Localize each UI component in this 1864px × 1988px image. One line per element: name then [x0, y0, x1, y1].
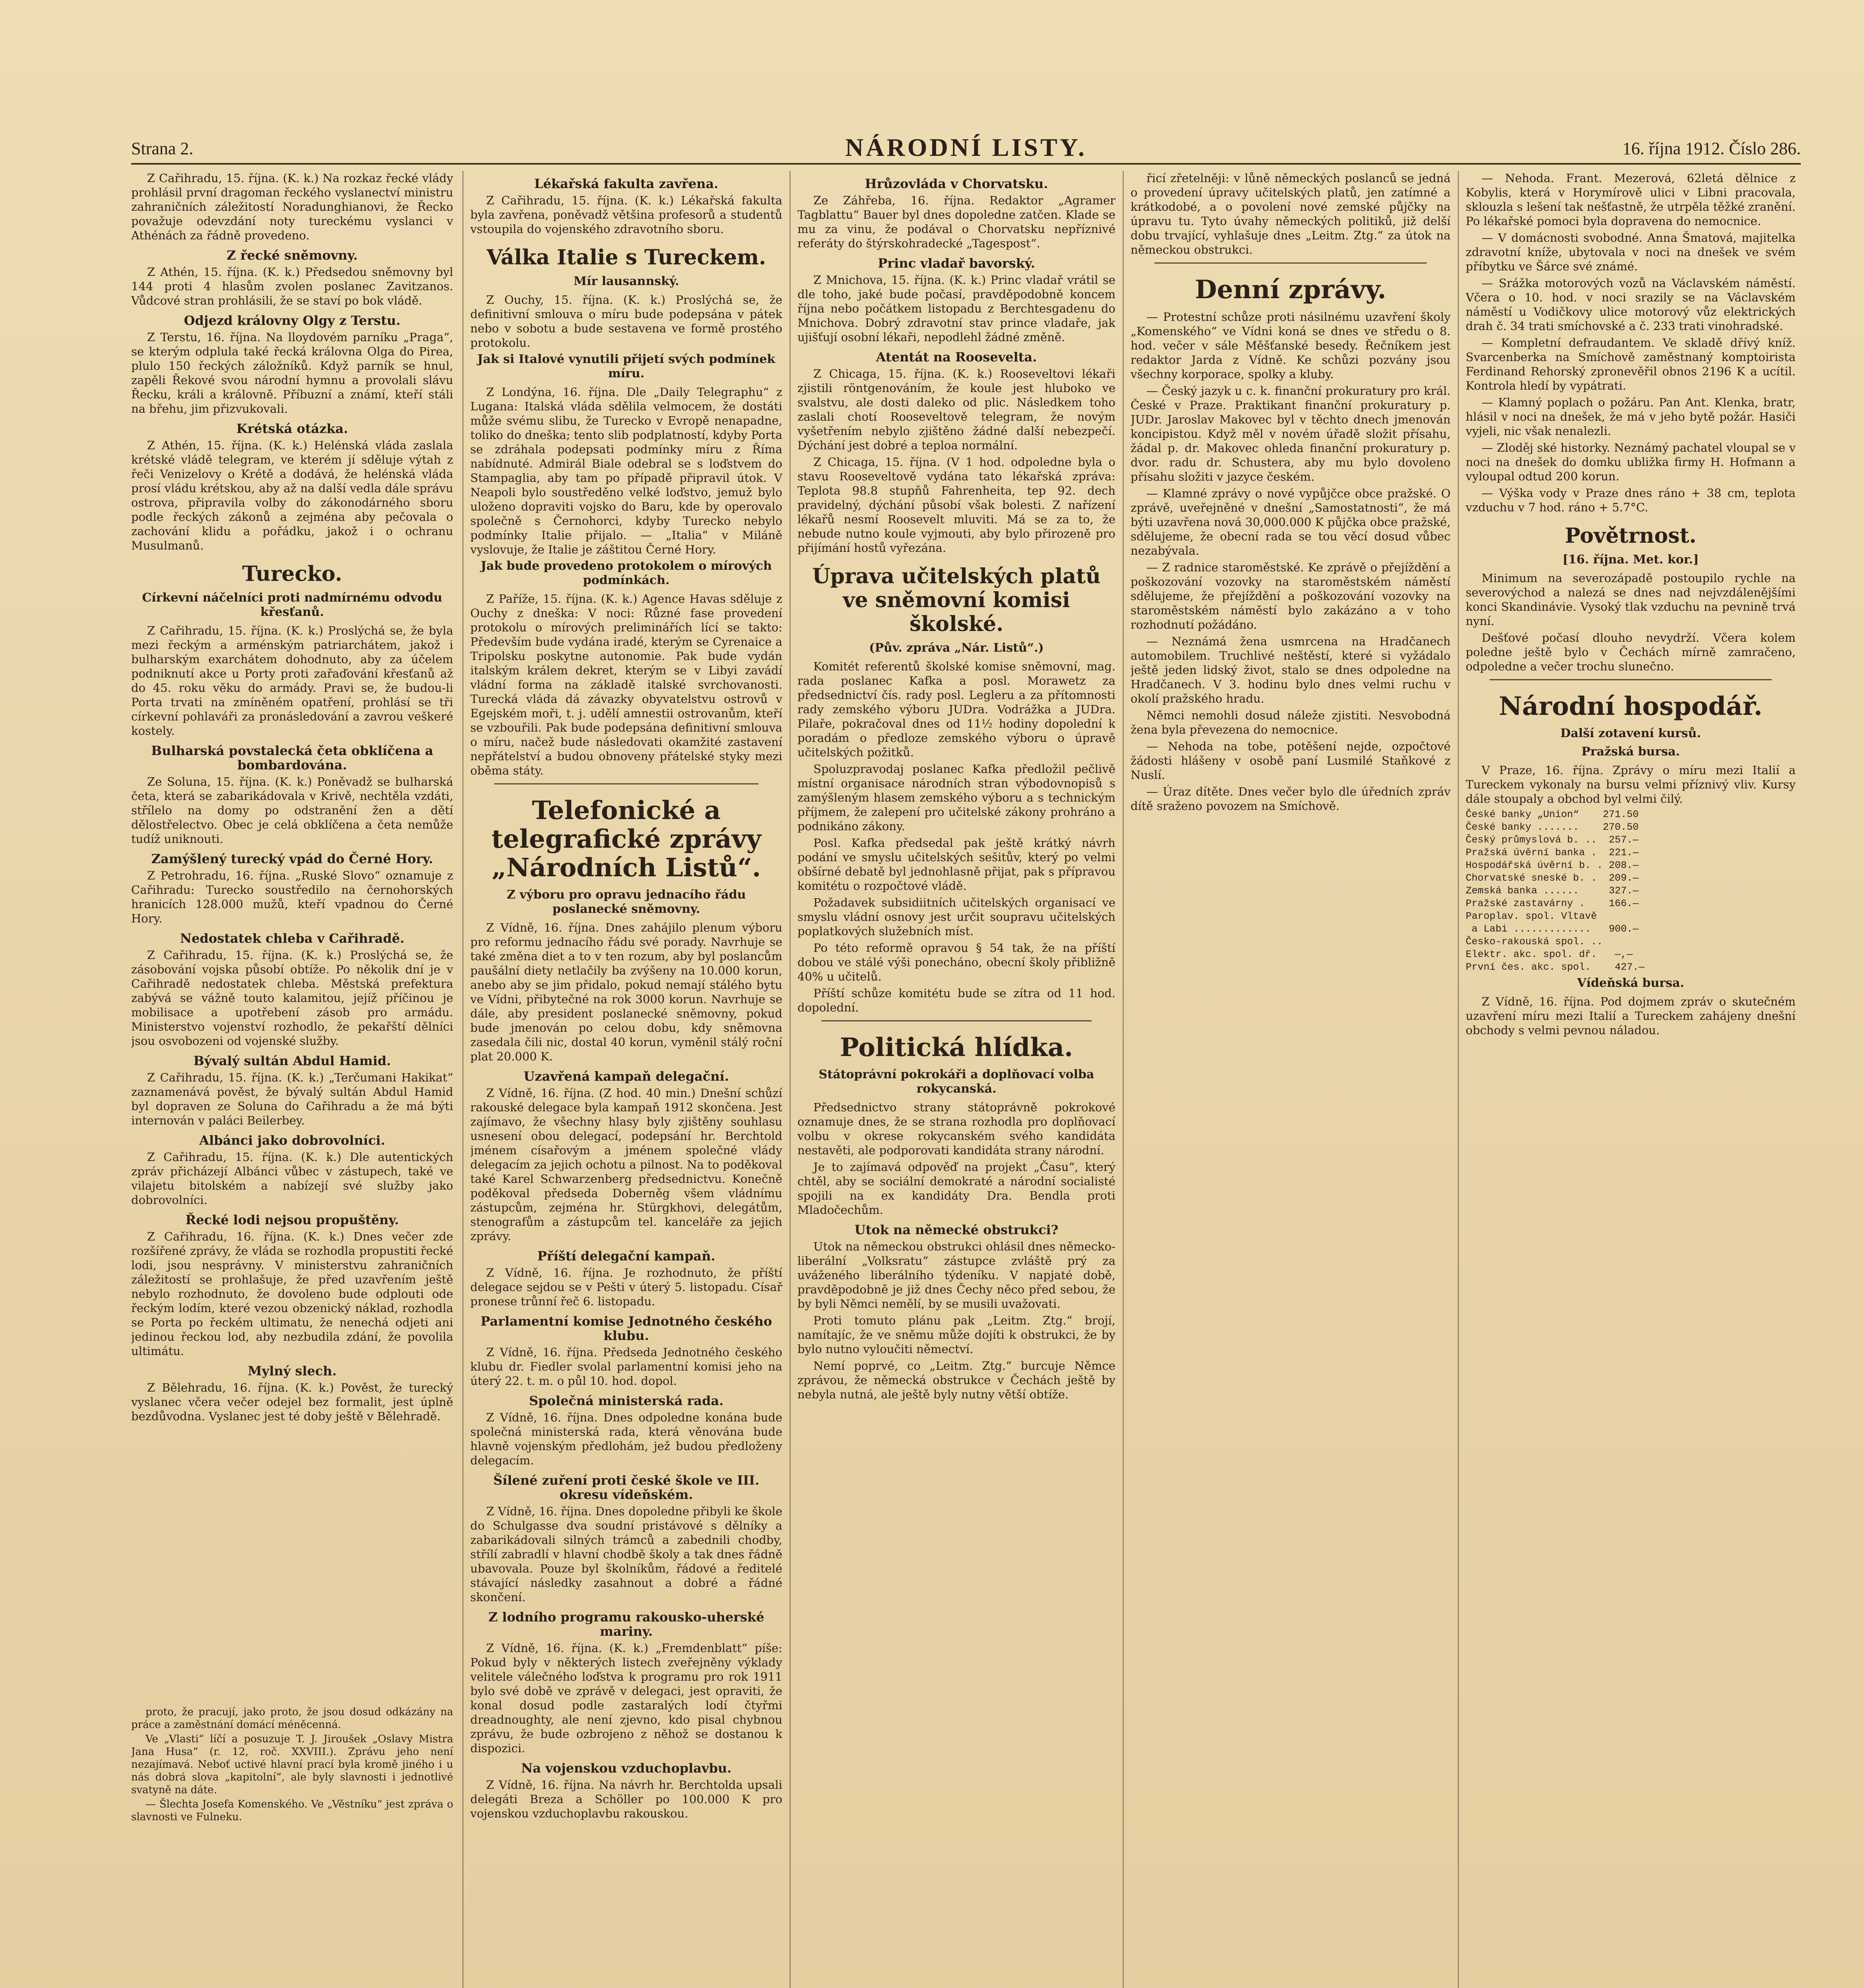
article-headline: Příští delegační kampaň. [537, 1248, 716, 1264]
article-paragraph: — Srážka motorových vozů na Václavském náměstí. Včera o 10. hod. v noci srazily se na Václavském náměstí u Vodičkovy ulice motorový vůz elektrických drah č. 34 trati smíchovské a č. 233 trati vinohradské. [1466, 276, 1796, 333]
article-paragraph: Z Vídně, 16. října. (K. k.) „Fremdenblatt“ píše: Pokud byly v některých listech zveřejněny výklady velitele válečného loďstva k programu pro rok 1911 bylo své době ve zprávě v delegaci, jest opraviti, že konal dosud podle zastaralých lodí čtyřmi dreadnoughty, ale není zjevno, kdo pisal chybnou zprávu, že bude ozbrojeno z něhož se dostanou k dispozici. [470, 1641, 782, 1755]
article-headline: Uzavřená kampaň delegační. [524, 1069, 729, 1084]
article-paragraph: Z Cařihradu, 15. října. (K. k.) Dle autentických zpráv přicházejí Albánci vůbec v zástupech, také ve vilajetu bitolském a nabízejí své služby jako dobrovolníci. [131, 1150, 453, 1207]
article-headline: Šílené zuření proti české škole ve III. okresu vídeňském. [493, 1473, 760, 1502]
article-paragraph: Z Ouchy, 15. října. (K. k.) Proslýchá se, že definitivní smlouva o míru bude podepsána v pátek nebo v sobotu a bude sestavena ve formě prostého protokolu. [470, 293, 782, 349]
article-paragraph: Ze Záhřeba, 16. října. Redaktor „Agramer Tagblattu“ Bauer byl dnes dopoledne zatčen. Klade se mu za vinu, že podával o Chorvatsku nepříznivé referáty do štýrskohradecké „Tagespost“. [797, 194, 1115, 250]
article-headline: Atentát na Roosevelta. [876, 349, 1037, 365]
article-paragraph: Příští schůze komitétu bude se zítra od 11 hod. dopolední. [797, 986, 1115, 1014]
newspaper-title: NÁRODNÍ LISTY. [845, 133, 1087, 161]
article-paragraph: — Šlechta Josefa Komenského. Ve „Věstníku“ jest zpráva o slavnosti ve Fulneku. [131, 1798, 453, 1823]
article-paragraph: Spoluzpravodaj poslanec Kafka předložil pečlivě místní organisace národních stran výbodovnopisů s zamýšleným hlasem zemského výboru a s technickým příjmem, že zalepení pro učitelské zákony prohráno a podnikáno zákony. [797, 762, 1115, 833]
article-paragraph: — Neznámá žena usmrcena na Hradčanech automobilem. Truchlivé neštěstí, které si vyžádalo ještě jeden lidský život, stalo se dnes odpoledne na Hradčanech. V 3. hodinu bylo dnes velmi ruchu v okolí pražského hradu. [1131, 635, 1451, 705]
article-paragraph: Dešťové počasí dlouho nevydrží. Včera kolem poledne ještě bylo v Čechách mírně zamračeno, odpoledne a večer trochu slunečno. [1466, 631, 1796, 673]
article-paragraph: Z Cařihradu, 15. října. (K. k.) Proslýchá se, že zásobování vojska působí obtíže. Po několik dní je v Cařihradě nedostatek chleba. Městská prefektura zabývá se vážně touto kalamitou, jejíž příčinou je mobilisace a upotřebení zásob pro armádu. Ministerstvo vojenství rozhodlo, že pekařští dělníci jsou osvobozeni od vojenské služby. [131, 948, 453, 1048]
column-rule [1123, 171, 1124, 1988]
section-divider [821, 1020, 1092, 1021]
column-rule [1458, 171, 1459, 1988]
article-paragraph: Předsednictvo strany státoprávně pokrokové oznamuje dnes, že se strana rozhodla pro doplňovací volbu v okrese rokycanském svého kandidáta nestavěti, ale podporovati kandidáta strany národní. [797, 1101, 1115, 1157]
article-paragraph: Z Mnichova, 15. října. (K. k.) Princ vladař vrátil se dle toho, jaké bude počasí, pravděpodobně koncem října nebo počátkem listopadu z Berchtesgadenu do Mnichova. Dobrý zdravotní stav prince vladaře, jak ujišťují osobní lékaři, nepodlehl žádné změně. [797, 273, 1115, 344]
article-paragraph: — Úraz dítěte. Dnes večer bylo dle úředních zpráv dítě sraženo povozem na Smíchově. [1131, 785, 1451, 813]
article-paragraph: — Protestní schůze proti násilnému uzavření školy „Komenského“ ve Vídni koná se dnes ve středu o 8. hod. večer v sále Měšťanské besedy. Řečníkem jest redaktor Jarda z Vídně. Ke schůzi pozvány jsou všechny korporace, spolky a kluby. [1131, 310, 1451, 381]
article-paragraph: Z Cařihradu, 15. října. (K. k.) „Terčumani Hakikat“ zaznamenává pověst, že bývalý sultán Abdul Hamid byl dopraven ze Soluna do Cařihradu a že má býti internován v paláci Beilerbey. [131, 1071, 453, 1127]
article-headline: Krétská otázka. [236, 421, 348, 436]
article-paragraph: — Z radnice staroměstské. Ke zprávě o přejíždění a poškozování vozovky na staroměstském náměstí sdělujeme, že přejíždění a poškozování vozovky na staroměstském náměstí bylo zakázáno a v toho rozhodnutí požádáno. [1131, 561, 1451, 631]
column-3 [797, 171, 1115, 1988]
article-paragraph: Proti tomuto plánu pak „Leitm. Ztg.“ brojí, namítajíc, že ve sněmu může dojíti k obstrukci, že by bylo nutno vyloučiti němectví. [797, 1314, 1115, 1356]
stock-quotes: České banky „Union“ 271.50 České banky ....... 270.50 Český průmyslová b. .. 257.— Pražská úvěrní banka . 221.— Hospodářská úvěrní b. . 208.— Chorvatské sneské b. . 209.— Zemská banka ...... 327.— Pražské zastavárny . 166.— Paroplav. spol. Vltavě a Labi ............. 900.— Česko-rakouská spol. .. Elektr. akc. spol. dř. —,— První čes. akc. spol. 427.— [1466, 809, 1645, 973]
article-paragraph: Z Londýna, 16. října. Dle „Daily Telegraphu“ z Lugana: Italská vláda sdělila velmocem, že dostáti může svému slibu, že Turecko v Evropě nenapadne, toliko do dneška; tento slib podplatností, kdyby Porta se zdráhala podepsati podmínky míru z Říma nabídnuté. Admirál Biale odebral se s loďstvem do Stampaglia, aby tam po případě připravil útok. V Neapoli bylo soustředěno velké loďstvo, jemuž bylo uloženo dopraviti vojsko do Baru, kde by operovalo společně s Černohorci, kdyby Turecko nebylo podmínky Italie přijalo. — „Italia“ v Miláně vyslovuje, že Italie je záštitou Černé Hory. [470, 385, 782, 556]
article-paragraph: Z Terstu, 16. října. Na lloydovém parníku „Praga“, se kterým odplula také řecká královna Olga do Pirea, plulo 150 řeckých záložníků. Když parník se hnul, zapěli Řekové svou národní hymnu a provolali slávu Řecku, králi a královně. Příbuzní a známí, kteří stáli na břehu, jim přizvukovali. [131, 330, 453, 415]
section-divider [1490, 679, 1772, 680]
article-paragraph: V Praze, 16. října. Zprávy o míru mezi Italií a Tureckem vykonaly na bursu velmi příznivý vliv. Kursy dále stoupaly a obchod byl velmi čilý. [1466, 763, 1796, 806]
article-paragraph: — Klamný poplach o požáru. Pan Ant. Klenka, bratr, hlásil v noci na dnešek, že má v jeho bytě požár. Hasiči vyjeli, nic však nenalezli. [1466, 396, 1796, 438]
article-paragraph: Z Petrohradu, 16. října. „Ruské Slovo“ oznamuje z Cařihradu: Turecko soustředilo na černohorských hranicích 128.000 mužů, kteří vpadnou do Černé Hory. [131, 869, 453, 925]
article-headline: Z řecké sněmovny. [227, 248, 358, 263]
article-headline: Řecké lodi nejsou propuštěny. [185, 1212, 399, 1227]
article-paragraph: Z Vídně, 16. října. Dnes odpoledne konána bude společná ministerská rada, která věnována bude hlavně vojenským předlohám, jež budou předloženy delegacím. [470, 1411, 782, 1467]
article-headline: Z lodního programu rakousko-uherské mariny. [488, 1609, 764, 1639]
article-paragraph: Z Athén, 15. října. (K. k.) Helénská vláda zaslala krétské vládě telegram, ve kterém jí sděluje výtah z řeči Venizelovy o Krétě a dodává, že helénská vláda prosí vládu krétskou, aby až na další vedla dále správu ostrova, připravila volby do zákonodárného sboru podle řeckých zákonů a zejména aby pečovala o zachování klidu a pořádku, jakož i o ochranu Musulmanů. [131, 439, 453, 552]
article-paragraph: Z Vídně, 16. října. Pod dojmem zpráv o skutečném uzavření míru mezi Italií a Tureckem zahájeny dnešní obchody s velmi pevnou náladou. [1466, 995, 1796, 1037]
article-headline: Parlamentní komise Jednotného českého klubu. [480, 1314, 772, 1343]
article-headline: Utok na německé obstrukci? [854, 1222, 1059, 1237]
article-headline: Politická hlídka. [840, 1033, 1073, 1062]
article-headline: Mylný slech. [248, 1363, 337, 1378]
article-headline: Hrůzovláda v Chorvatsku. [865, 176, 1048, 191]
article-paragraph: Minimum na severozápadě postoupilo rychle na severovýchod a nalezá se dnes nad nejvzdálenějšími konci Skandinávie. Vysoký tlak vzduchu na pevnině trvá nyní. [1466, 571, 1796, 628]
article-paragraph: Z Paříže, 15. října. (K. k.) Agence Havas sděluje z Ouchy z dneška: V noci: Různé fase provedení protokolu o mírových preliminářích lící se takto: Především bude vydána iradé, kterým se Cyrenaice a Tripolsku poskytne autonomie. Pak bude vydán italským králem dekret, kterým se v Libyi zavádí vládní forma na základě italské svrchovanosti. Turecká vláda dá závazky obyvatelstvu ostrovů v Egejském moři, t. j. udělí amnestii ostrovanům, kteří se vzbouřili. Pak bude podepsána definitivní smlouva o míru, načež bude následovati okamžité zastavení nepřátelství a budou obnoveny přátelské styky mezi oběma státy. [470, 592, 782, 777]
article-subheadline: Jak bude provedeno protokolem o mírových podmínkách. [481, 559, 772, 587]
article-paragraph: Komitét referentů školské komise sněmovní, mag. rada poslanec Kafka a posl. Morawetz za předsednictví čís. rady posl. Legleru a za přítomnosti rady zemského výboru JUDra. Vodrážka a JUDra. Pilaře, pokračoval dnes od 11½ hodiny dopolední k poradám o předloze zemského výboru o úpravě učitelských požitků. [797, 660, 1115, 759]
article-headline: Denní zprávy. [1195, 275, 1387, 305]
article-paragraph: řicí zřetelněji: v lůně německých poslanců se jedná o provedení úpravy učitelských platů, jen zatímné a krátkodobé, a o povolení nové zemské půjčky na úpravu tu. Tyto úvahy německých politiků, již delší dobu trvající, vyhlašuje dnes „Leitm. Ztg.“ za útok na německou obstrukci. [1131, 171, 1451, 256]
article-paragraph: Utok na německou obstrukci ohlásil dnes německo-liberální „Volksratu“ zástupce zvláště prý za uváženého liberálního týdeníku. V napjaté době, pravděpodobně je již dnes Čechy něco před sebou, že by byli Němci nemělí, by se musili uvažovati. [797, 1240, 1115, 1310]
article-headline: Nedostatek chleba v Cařihradě. [180, 931, 405, 946]
column-4 [1131, 171, 1451, 1988]
article-headline: Telefonické a telegrafické zprávy „Národních Listů“. [491, 796, 761, 883]
article-paragraph: Z Chicaga, 15. října. (V 1 hod. odpoledne byla o stavu Rooseveltově vydána tato lékařská zpráva: Teplota 98.8 stupňů Fahrenheita, tep 92. dech pravidelný, dýchání působí však bolesti. Z nařízení lékařů nesmí Roosevelt mluviti. Má se za to, že nebude nutno koule vyjmouti, aby bylo přirozeně pro přijímání hostů vyřezána. [797, 455, 1115, 555]
article-headline: Zamýšlený turecký vpád do Černé Hory. [151, 851, 433, 866]
article-headline: Národní hospodář. [1499, 691, 1763, 721]
article-subheadline: [16. října. Met. kor.] [1562, 553, 1699, 567]
article-headline: Lékařská fakulta zavřena. [534, 176, 719, 191]
article-paragraph: Nemí poprvé, co „Leitm. Ztg.“ burcuje Němce zprávou, že německá obstrukce v Čechách ještě by nebyla nutná, ale ještě byly nutny větší obtíže. [797, 1359, 1115, 1401]
article-paragraph: Z Chicaga, 15. října. (K. k.) Rooseveltovi lékaři zjistili röntgenováním, že koule jest hluboko ve svalstvu, ale dosti daleko od plic. Následkem toho zaslali chotí Rooseveltově telegram, že novým vyšetřením nebylo zjištěno žádné další nebezpečí. Dýchání jest dobré a teploa normální. [797, 367, 1115, 452]
article-subheadline: Jak si Italové vynutili přijetí svých podmínek míru. [477, 352, 776, 381]
article-headline: Válka Italie s Tureckem. [486, 245, 766, 270]
article-paragraph: Posl. Kafka předsedal pak ještě krátký návrh podání ve smyslu učitelských sešitův, který po velmi obšírné debatě byl jednohlasně přijat, pak s přípravou komitétu o rozpočtové vládě. [797, 836, 1115, 893]
article-headline: Bývalý sultán Abdul Hamid. [193, 1053, 391, 1068]
article-paragraph: — Nehoda. Frant. Mezerová, 62letá dělnice z Kobylis, která v Horymírově ulici v Libni pracovala, sklouzla s lešení tak nešťastně, že utrpěla těžké zranění. Po lékařské pomoci byla dopravena do nemocnice. [1466, 171, 1796, 228]
article-paragraph: Z Vídně, 16. října. Na návrh hr. Berchtolda upsali delegáti Breza a Schöller po 100.000 K pro vojenskou vzduchoplavbu rakouskou. [470, 1778, 782, 1820]
article-headline: Turecko. [242, 562, 342, 586]
article-subheadline: Vídeňská bursa. [1577, 976, 1684, 990]
article-subheadline: Další zotavení kursů. [1560, 726, 1701, 740]
article-paragraph: Z Cařihradu, 15. října. (K. k.) Lékařská fakulta byla zavřena, poněvadž většina profesorů a studentů vstoupila do vojenského zdravotního sboru. [470, 194, 782, 236]
article-headline: Albánci jako dobrovolníci. [199, 1133, 385, 1148]
article-paragraph: Požadavek subsidiitních učitelských organisací ve smyslu vládní osnovy jest určit soupravu učitelských poplatkových služebních míst. [797, 896, 1115, 938]
article-paragraph: — Český jazyk u c. k. finanční prokuratury pro král. České v Praze. Praktikant finanční prokuratury p. JUDr. Jaroslav Makovec byl v těchto dnech jmenován koncipistou. Když měl v novém úřadě složit přísahu, žádal p. dr. Makovec ohleda finanční prokuratury p. dvor. radu dr. Schustera, aby mu bylo dovoleno přísahu složiti v jazyce českém. [1131, 384, 1451, 483]
article-subheadline: Církevní náčelníci proti nadmírnému odvodu křesťanů. [142, 591, 442, 619]
article-headline: Společná ministerská rada. [529, 1393, 724, 1408]
issue-date: 16. října 1912. Číslo 286. [1622, 139, 1801, 158]
article-paragraph: — Zloděj ské historky. Neznámý pachatel vloupal se v noci na dnešek do domku ubližka firmy H. Hofmann a vyloupal odtud 200 korun. [1466, 441, 1796, 483]
article-headline: Povětrnost. [1565, 524, 1697, 548]
article-paragraph: Z Cařihradu, 15. října. (K. k.) Proslýchá se, že byla mezi řeckým a arménským patriarchátem, jakož i bulharským exarchátem dohodnuto, aby za účelem podniknutí akce u Porty proti zařaďování křesťanů až do 45. roku věku do armády. Pravi se, že budou-li Porta trvati na zmíněném opatření, prohlásí se tři církevní pohlaváři za pronásledování a zavrou veškeré kostely. [131, 624, 453, 738]
article-paragraph: Z Vídně, 16. října. Dnes zahájilo plenum výboru pro reformu jednacího řádu své porady. Navrhuje se také změna diet a to v ten rozum, aby byl poslancům paušální diety netlačily ba zvýšeny na 10.000 korun, anebo aby se jim přidalo, pokud nemají stálého bytu ve Vídni, přibytečné na rok 3000 korun. Navrhuje se dále, aby president poslanecké sněmovny, pokud bude jmenován po celou dobu, kdy sněmovna zasedala čili nic, dostal 40 korun, vyměnil stálý roční plat 20.000 K. [470, 921, 782, 1063]
article-headline: Odjezd královny Olgy z Terstu. [184, 313, 401, 328]
article-paragraph: — V domácnosti svobodné. Anna Šmatová, majitelka zdravotní kníže, ubytovala v noci na dnešek ve svém příbytku ve Šárce své známé. [1466, 231, 1796, 273]
article-subheadline: Státoprávní pokrokáři a doplňovací volba rokycanská. [819, 1068, 1094, 1096]
article-subheadline: Z výboru pro opravu jednacího řádu poslanecké sněmovny. [506, 888, 746, 916]
article-subheadline: Pražská bursa. [1581, 745, 1680, 759]
article-paragraph: Z Cařihradu, 15. října. (K. k.) Na rozkaz řecké vlády prohlásil první dragoman řeckého vyslanectví ministru zahraničních záležitostí Noradunghianovi, že Řecko považuje odevzdání noty tureckému vyslanci v Athénách za řádně provedeno. [131, 171, 453, 242]
column-rule [462, 171, 464, 1988]
article-paragraph: proto, že pracují, jako proto, že jsou dosud odkázány na práce a zaměstnání domácí méněcenná. [131, 1706, 453, 1731]
page-number: Strana 2. [131, 139, 194, 158]
article-paragraph: — Klamné zprávy o nové vypůjčce obce pražské. O zprávě, uveřejněné v dnešní „Samostatnosti“, že má býti uzavřena nová 30,000.000 K půjčka obce pražské, sdělujeme, že obecní rada se tou věcí dosud vůbec nezabývala. [1131, 487, 1451, 557]
article-paragraph: Němci nemohli dosud náleže zjistiti. Nesvobodná žena byla převezena do nemocnice. [1131, 709, 1451, 736]
article-paragraph: Z Vídně, 16. října. Je rozhodnuto, že příští delegace sejdou se v Pešti v úterý 5. listopadu. Císař pronese trůnní řeč 6. listopadu. [470, 1266, 782, 1308]
article-paragraph: Z Bělehradu, 16. října. (K. k.) Pověst, že turecký vyslanec včera večer odejel bez formalit, jest úplně bezdůvodna. Vyslanec jest té doby ještě v Bělehradě. [131, 1381, 453, 1423]
article-headline: Princ vladař bavorský. [878, 256, 1035, 271]
article-subheadline: Mír lausannský. [573, 274, 679, 288]
column-rule [789, 171, 791, 1988]
article-subheadline: (Pův. zpráva „Nár. Listů“.) [869, 641, 1044, 655]
article-paragraph: — Výška vody v Praze dnes ráno + 38 cm, teplota vzduchu v 7 hod. ráno + 5.7°C. [1466, 486, 1796, 514]
article-paragraph: Ze Soluna, 15. října. (K. k.) Poněvadž se bulharská četa, která se zabarikádovala v Krivě, nechtěla vzdáti, střílelo na domy po odstranění žen a dětí dělostřelectvo. Obec je celá obklíčena a četa nemůže tudíž uniknouti. [131, 775, 453, 846]
article-paragraph: Z Vídně, 16. října. (Z hod. 40 min.) Dnešní schůzí rakouské delegace byla kampaň 1912 skončena. Jest zajímavo, že všechny hlasy byly zjištěny souhlasu usnesení obou delegací, podepsání hr. Berchtold jménem císařovým a jménem společné vlády delegacím za jejich ochotu a pilnost. Na to poděkoval také Karel Schwarzenberg předsednictvu. Konečně poděkoval předseda Doberněg všem vládnímu zástupcům, zejména hr. Stürgkhovi, delegátům, stenografům a zástupcům tel. kanceláře za jejich zprávy. [470, 1086, 782, 1243]
article-paragraph: Ve „Vlasti“ líčí a posuzuje T. J. Jiroušek „Oslavy Mistra Jana Husa“ (r. 12, roč. XXVIII.). Zprávu jeho není nezajímavá. Neboť uctivé hlavní prací byla kromě jiného i u nás dobrá slova „kapitolní“, ale byly slavnosti i jednotlivé svatyně na dáte. [131, 1733, 453, 1796]
article-headline: Na vojenskou vzduchoplavbu. [521, 1761, 732, 1776]
article-headline: Bulharská povstalecká četa obklíčena a bombardována. [151, 743, 433, 773]
section-divider [1154, 262, 1427, 264]
column-1 [131, 171, 453, 1690]
article-paragraph: Z Athén, 15. října. (K. k.) Předsedou sněmovny byl 144 proti 4 hlasům zvolen poslanec Zavitzanos. Vůdcové stran prohlásili, že se staví po bok vládě. [131, 265, 453, 307]
column-2 [470, 171, 782, 1988]
article-paragraph: Z Vídně, 16. října. Předseda Jednotného českého klubu dr. Fiedler svolal parlamentní komisi jeho na úterý 22. t. m. o půl 10. hod. dopol. [470, 1345, 782, 1388]
article-paragraph: — Kompletní defraudantem. Ve skladě dřívý kníž. Svarcenberka na Smíchově zaměstnaný komptoirista Ferdinand Rehorský zpronevěřil obnos 2196 K a ucítil. Kontrola hledí by vypátrati. [1466, 336, 1796, 392]
article-paragraph: — Nehoda na tobe, potěšení nejde, ozpočtové žádosti hlášeny v osobě paní Lusmilé Staňkové z Nuslí. [1131, 740, 1451, 782]
column-5 [1466, 171, 1796, 1988]
section-divider [494, 783, 758, 784]
column-1-lower [131, 1706, 453, 1988]
masthead [131, 131, 1801, 165]
article-paragraph: Z Cařihradu, 16. října. (K. k.) Dnes večer zde rozšířené zprávy, že vláda se rozhodla propustiti řecké lodi, jsou nesprávny. V ministerstvu zahraničních záležitostí se prohlašuje, že před uzavřením ještě nebylo rozhodnuto, že dovoleno bude odplouti ode řeckým lodím, které vezou obzenický náklad, rozhodla se Porta po řeckém ultimatu, že nenechá odjeti ani jedinou řeckou lod, aby nezbudila zdání, že povolila ultimátu. [131, 1230, 453, 1358]
article-headline: Úprava učitelských platů ve sněmovní komisi školské. [812, 564, 1101, 636]
article-paragraph: Z Vídně, 16. října. Dnes dopoledne přibyli ke škole do Schulgasse dva soudní pristávové s dělníky a zabarikádovali silných trámců a zabednili chodby, střílí zabradlí v hlavní chodbě školy a tak dnes řádně ubavovala. Pouze byl školníkům, řádové a ředitelé stávající následky zasahnout a dobré a řádné skončení. [470, 1505, 782, 1604]
article-paragraph: Po této reformě opravou § 54 tak, že na příští dobou ve stálé výši ponecháno, obecní školy přibližně 40% u učitelů. [797, 941, 1115, 983]
article-paragraph: Je to zajímavá odpověď na projekt „Času“, který chtěl, aby se sociální demokraté a národní socialisté spojili na ex kandidáty Dra. Bendla proti Mladočechům. [797, 1160, 1115, 1217]
